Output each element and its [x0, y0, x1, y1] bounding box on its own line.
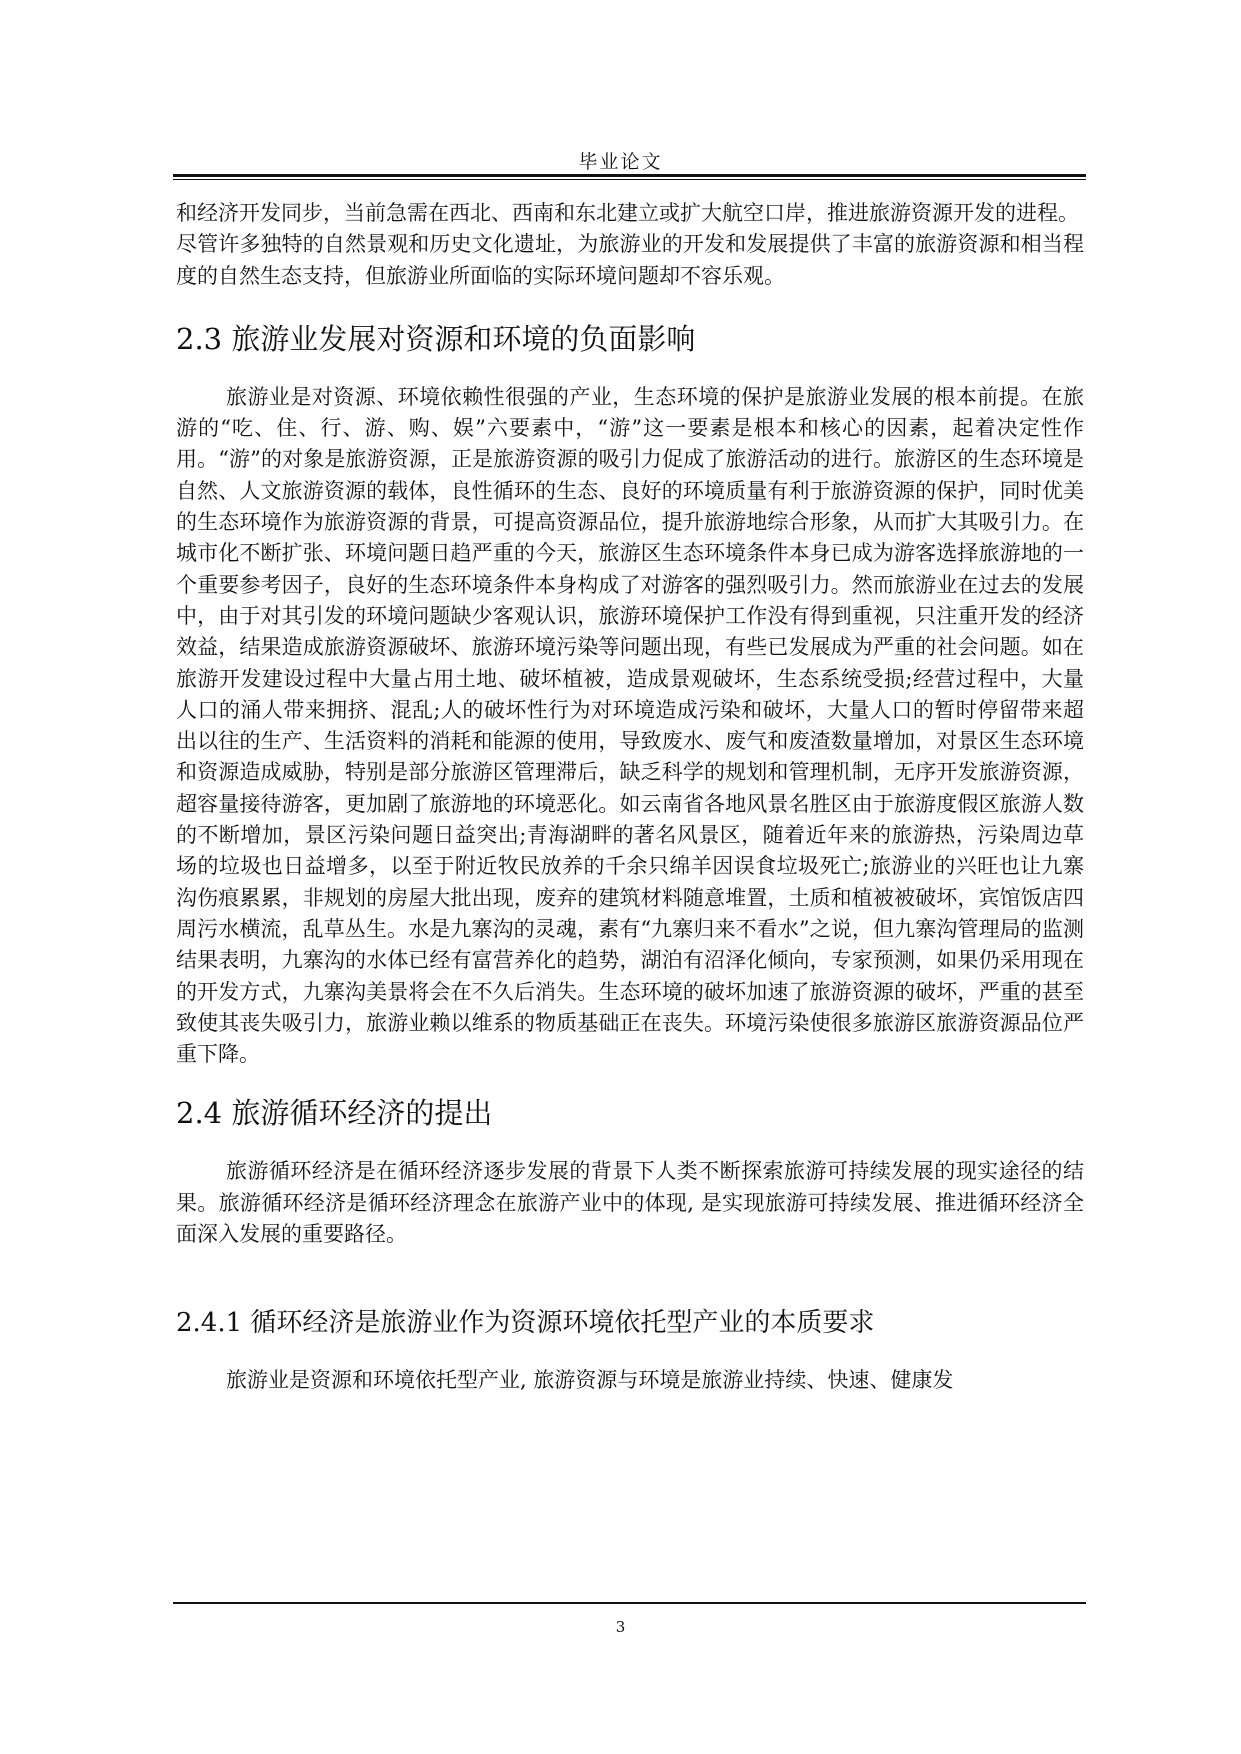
section-2-4-1-paragraph: 旅游业是资源和环境依托型产业, 旅游资源与环境是旅游业持续、快速、健康发	[226, 1368, 954, 1393]
header-rule-thin	[173, 179, 1086, 180]
continuation-paragraph: 和经济开发同步，当前急需在西北、西南和东北建立或扩大航空口岸，推进旅游资源开发的进程。	[176, 201, 1079, 225]
subsection-heading-2-4-1: 2.4.1 循环经济是旅游业作为资源环境依托型产业的本质要求	[176, 1308, 875, 1339]
running-header: 毕业论文	[578, 151, 663, 173]
footer-rule	[173, 1602, 1086, 1604]
section-2-4-paragraph: 旅游循环经济是在循环经济逐步发展的背景下人类不断探索旅游可持续发展的现实途径的结果。旅游循环经济是循环经济理念在旅游产业中的体现, 是实现旅游可持续发展、推进循环经济全面深入发展的重要路径。	[176, 1159, 1084, 1247]
body-content	[176, 198, 1084, 1397]
section-2-3-paragraph: 旅游业是对资源、环境依赖性很强的产业，生态环境的保护是旅游业发展的根本前提。在旅游的“吃、住、行、游、购、娱”六要素中，“游”这一要素是根本和核心的因素，起着决定性作用。“游”的对象是旅游资源，正是旅游资源的吸引力促成了旅游活动的进行。旅游区的生态环境是自然、人文旅游资源的载体，良性循环的生态、良好的环境质量有利于旅游资源的保护，同时优美的生态环境作为旅游资源的背景，可提高资源品位，提升旅游地综合形象，从而扩大其吸引力。在城市化不断扩张、环境问题日趋严重的今天，旅游区生态环境条件本身已成为游客选择旅游地的一个重要参考因子，良好的生态环境条件本身构成了对游客的强烈吸引力。然而旅游业在过去的发展中，由于对其引发的环境问题缺少客观认识，旅游环境保护工作没有得到重视，只注重开发的经济效益，结果造成旅游资源破坏、旅游环境污染等问题出现，有些已发展成为严重的社会问题。如在旅游开发建设过程中大量占用土地、破坏植被，造成景观破坏，生态系统受损;经营过程中，大量人口的涌人带来拥挤、混乱;人的破坏性行为对环境造成污染和破坏，大量人口的暂时停留带来超出以往的生产、生活资料的消耗和能源的使用，导致废水、废气和废渣数量增加，对景区生态环境和资源造成威胁，特别是部分旅游区管理滞后，缺乏科学的规划和管理机制，无序开发旅游资源，超容量接待游客，更加剧了旅游地的环境恶化。如云南省各地风景名胜区由于旅游度假区旅游人数的不断增加，景区污染问题日益突出;青海湖畔的著名风景区，随着近年来的旅游热，污染周边草场的垃圾也日益增多，以至于附近牧民放养的千余只绵羊因误食垃圾死亡;旅游业的兴旺也让九寨沟伤痕累累，非规划的房屋大批出现，废弃的建筑材料随意堆置，土质和植被被破坏，宾馆饭店四周污水横流，乱草丛生。水是九寨沟的灵魂，素有“九寨归来不看水”之说，但九寨沟管理局的监测结果表明，九寨沟的水体已经有富营养化的趋势，湖泊有沼泽化倾向，专家预测，如果仍采用现在的开发方式，九寨沟美景将会在不久后消失。生态环境的破坏加速了旅游资源的破坏，严重的甚至致使其丧失吸引力，旅游业赖以维系的物质基础正在丧失。环境污染使很多旅游区旅游资源品位严重下降。	[176, 384, 1084, 1067]
body-paragraph: 尽管许多独特的自然景观和历史文化遗址，为旅游业的开发和发展提供了丰富的旅游资源和相当程度的自然生态支持，但旅游业所面临的实际环境问题却不容乐观。	[176, 232, 1084, 288]
section-heading-2-3: 2.3 旅游业发展对资源和环境的负面影响	[176, 321, 696, 356]
page-number: 3	[615, 1618, 626, 1636]
header-rule-thick	[173, 174, 1086, 177]
section-heading-2-4: 2.4 旅游循环经济的提出	[176, 1096, 493, 1131]
